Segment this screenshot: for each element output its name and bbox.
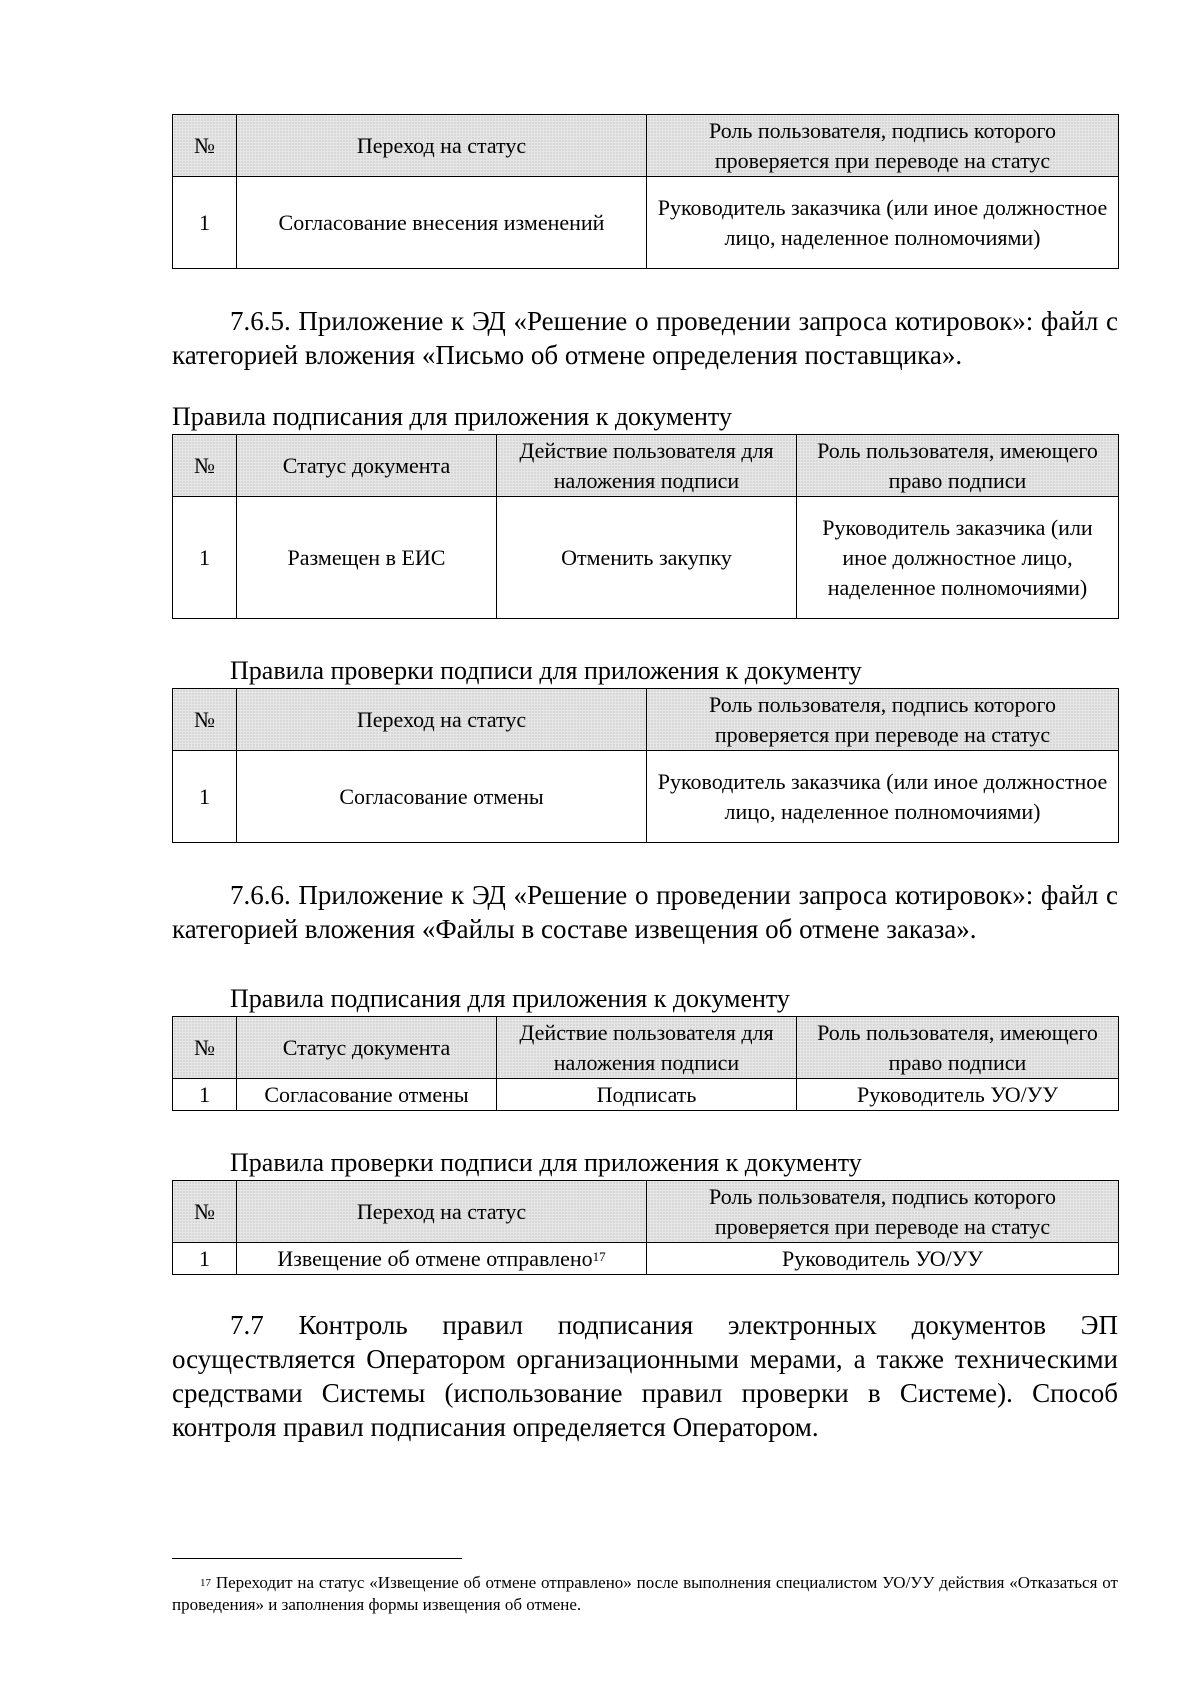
- table-row: [173, 497, 1119, 619]
- header-cell-status: Статус документа: [237, 435, 497, 497]
- footnote: [172, 1572, 1118, 1616]
- cell-role: Руководитель заказчика (или иное должностное лицо, наделенное полномочиями): [647, 177, 1119, 269]
- caption-check-rules-2: Правила проверки подписи для приложения к документу: [230, 1148, 862, 1177]
- table-signing-766: [172, 1016, 1118, 1111]
- header-cell-role: Роль пользователя, подпись которого проверяется при переводе на статус: [647, 1181, 1119, 1243]
- header-cell-role: Роль пользователя, имеющего право подписи: [797, 435, 1119, 497]
- footnote-separator: [172, 1558, 462, 1559]
- cell-number: 1: [173, 177, 237, 269]
- header-cell-number: №: [173, 1181, 237, 1243]
- header-cell-status: Статус документа: [237, 1017, 497, 1079]
- cell-number: 1: [173, 1079, 237, 1111]
- header-cell-role: Роль пользователя, имеющего право подписи: [797, 1017, 1119, 1079]
- header-cell-number: №: [173, 1017, 237, 1079]
- cell-action: Отменить закупку: [497, 497, 797, 619]
- footnote-text: Переходит на статус «Извещение об отмене отправлено» после выполнения специалистом УО/УУ действия «Отказаться от проведения» и заполнения формы извещения об отмене.: [172, 1573, 1118, 1614]
- table-row: [173, 177, 1119, 269]
- cell-status: Согласование отмены: [237, 1079, 497, 1111]
- paragraph-7-6-5: [172, 304, 1118, 372]
- caption-signing-rules-1: Правила подписания для приложения к документу: [172, 402, 732, 431]
- table-signing-765: [172, 434, 1118, 619]
- caption-signing-rules-2: Правила подписания для приложения к документу: [230, 984, 790, 1013]
- header-cell-role: Роль пользователя, подпись которого проверяется при переводе на статус: [647, 115, 1119, 177]
- paragraph-text: 7.6.6. Приложение к ЭД «Решение о проведении запроса котировок»: файл с категорией вложения «Файлы в составе извещения об отмене заказа».: [172, 880, 1118, 944]
- cell-transition: Согласование отмены: [237, 751, 647, 843]
- cell-role: Руководитель УО/УУ: [797, 1079, 1119, 1111]
- paragraph-text: 7.6.5. Приложение к ЭД «Решение о проведении запроса котировок»: файл с категорией вложения «Письмо об отмене определения поставщика».: [172, 306, 1118, 370]
- paragraph-7-7: [172, 1308, 1118, 1444]
- table-row: [173, 751, 1119, 843]
- cell-role: Руководитель УО/УУ: [647, 1243, 1119, 1275]
- header-cell-role: Роль пользователя, подпись которого проверяется при переводе на статус: [647, 689, 1119, 751]
- table-check-766: [172, 1180, 1118, 1275]
- table-a: [172, 114, 1118, 269]
- cell-number: 1: [173, 497, 237, 619]
- cell-number: 1: [173, 1243, 237, 1275]
- cell-role: Руководитель заказчика (или иное должностное лицо, наделенное полномочиями): [797, 497, 1119, 619]
- header-cell-action: Действие пользователя для наложения подписи: [497, 435, 797, 497]
- table-row: [173, 1243, 1119, 1275]
- header-cell-transition: Переход на статус: [237, 689, 647, 751]
- cell-status: Размещен в ЕИС: [237, 497, 497, 619]
- caption-check-rules-1: Правила проверки подписи для приложения к документу: [230, 656, 862, 685]
- footnote-number: 17: [200, 1577, 211, 1589]
- header-cell-number: №: [173, 689, 237, 751]
- header-cell-number: №: [173, 435, 237, 497]
- paragraph-7-6-6: [172, 878, 1118, 946]
- cell-transition: [237, 1243, 647, 1275]
- header-cell-transition: Переход на статус: [237, 115, 647, 177]
- footnote-ref[interactable]: 17: [592, 1248, 606, 1264]
- cell-transition: Согласование внесения изменений: [237, 177, 647, 269]
- cell-transition-text: Извещение об отмене отправлено: [277, 1245, 593, 1271]
- table-check-765: [172, 688, 1118, 843]
- header-cell-number: №: [173, 115, 237, 177]
- table-row: [173, 1079, 1119, 1111]
- cell-role: Руководитель заказчика (или иное должностное лицо, наделенное полномочиями): [647, 751, 1119, 843]
- cell-action: Подписать: [497, 1079, 797, 1111]
- header-cell-action: Действие пользователя для наложения подписи: [497, 1017, 797, 1079]
- cell-number: 1: [173, 751, 237, 843]
- paragraph-text: 7.7 Контроль правил подписания электронных документов ЭП осуществляется Оператором организационными мерами, а также техническими средствами Системы (использование правил проверки в Системе). Способ контроля правил подписания определяется Оператором.: [172, 1310, 1118, 1442]
- header-cell-transition: Переход на статус: [237, 1181, 647, 1243]
